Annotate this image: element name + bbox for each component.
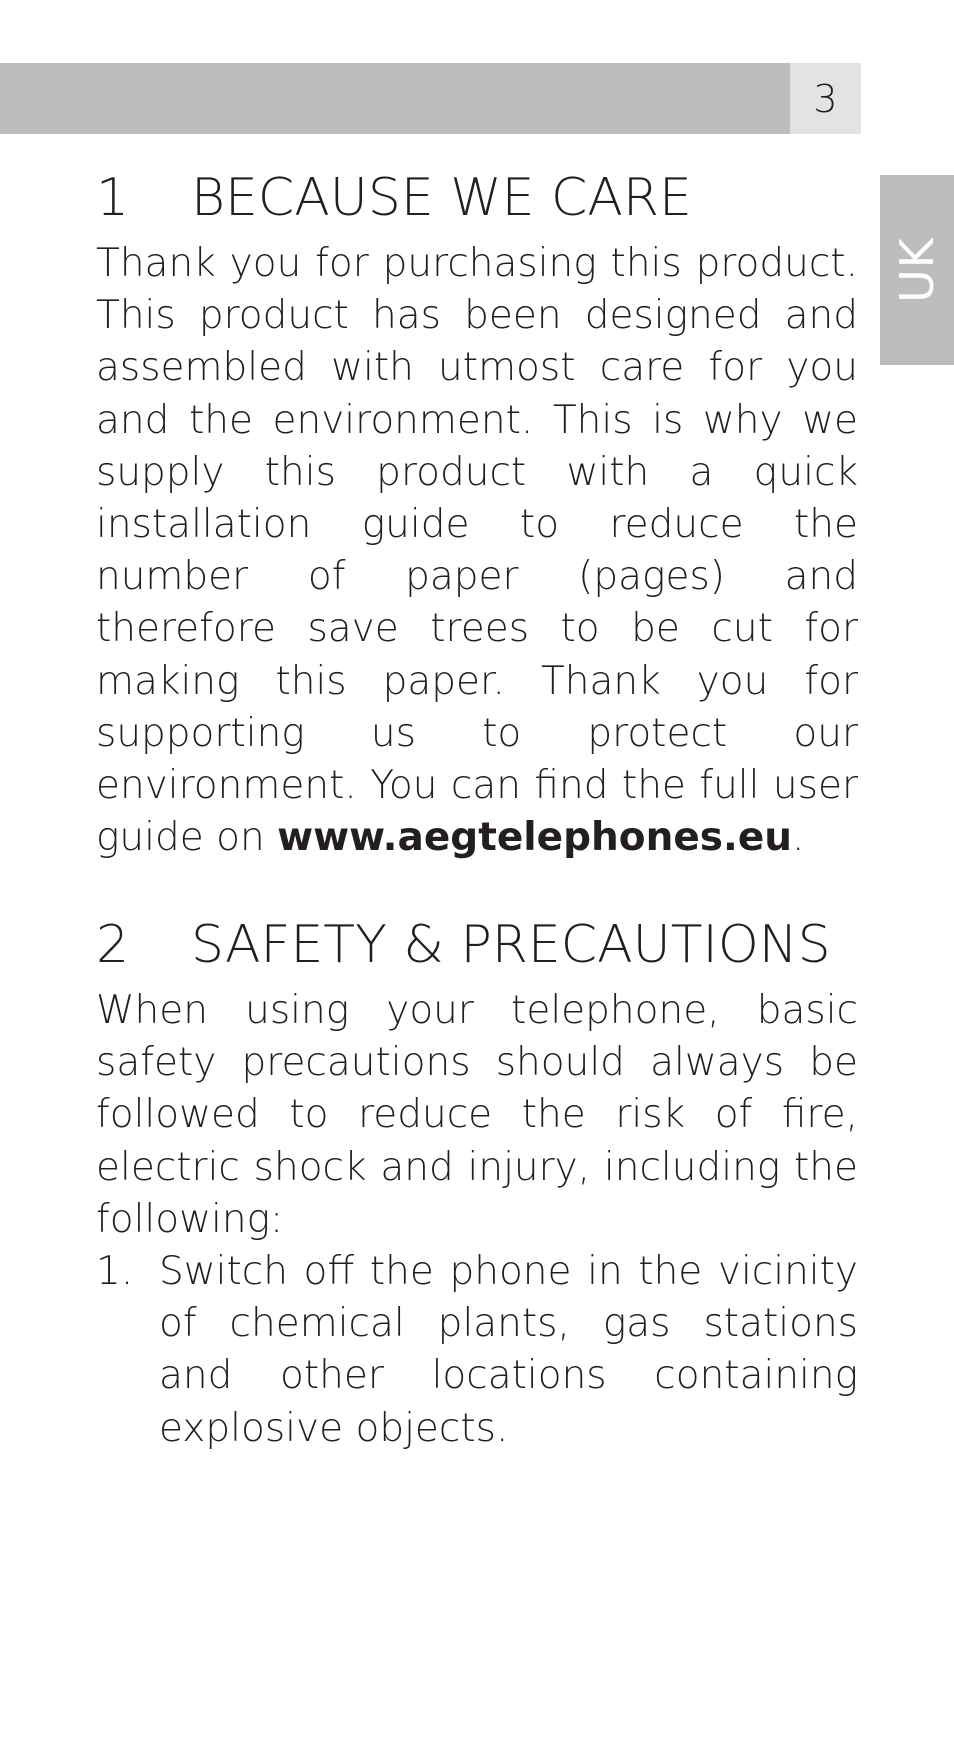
section-safety-precautions xyxy=(96,915,858,1455)
section-heading xyxy=(96,915,858,975)
section-heading xyxy=(96,168,858,228)
section-paragraph xyxy=(96,238,858,864)
website-link[interactable]: www.aegtelephones.eu xyxy=(277,815,793,861)
list-item-marker: 1. xyxy=(96,1249,134,1295)
section-number: 2 xyxy=(96,915,130,975)
page-number: 3 xyxy=(790,63,861,134)
paragraph-end: . xyxy=(792,815,805,861)
list-item xyxy=(96,1246,858,1455)
section-because-we-care xyxy=(96,168,858,864)
list-item-text: Switch off the phone in the vicinity of chemical plants, gas stations and other locations containing explosive objects. xyxy=(159,1249,858,1451)
precautions-list xyxy=(96,1246,858,1455)
header-bar xyxy=(0,63,790,134)
section-intro: When using your telephone, basic safety precautions should always be followed to reduce the risk of fire, electric shock and injury, including the following: xyxy=(96,988,858,1242)
language-tab xyxy=(880,175,954,365)
section-title: SAFETY & PRECAUTIONS xyxy=(191,915,831,975)
section-title: BECAUSE WE CARE xyxy=(191,168,692,228)
language-tab-label: UK xyxy=(890,237,944,303)
section-number: 1 xyxy=(96,168,130,228)
paragraph-text: Thank you for purchasing this product. This product has been designed and assembled with utmost care for you and the environment. This is why we supply this product with a quick installation guide to reduce the number of paper (pages) and therefore save trees to be cut for making this paper. Thank you for supporting us to protect our environment. You can find the full user guide on xyxy=(96,241,858,861)
